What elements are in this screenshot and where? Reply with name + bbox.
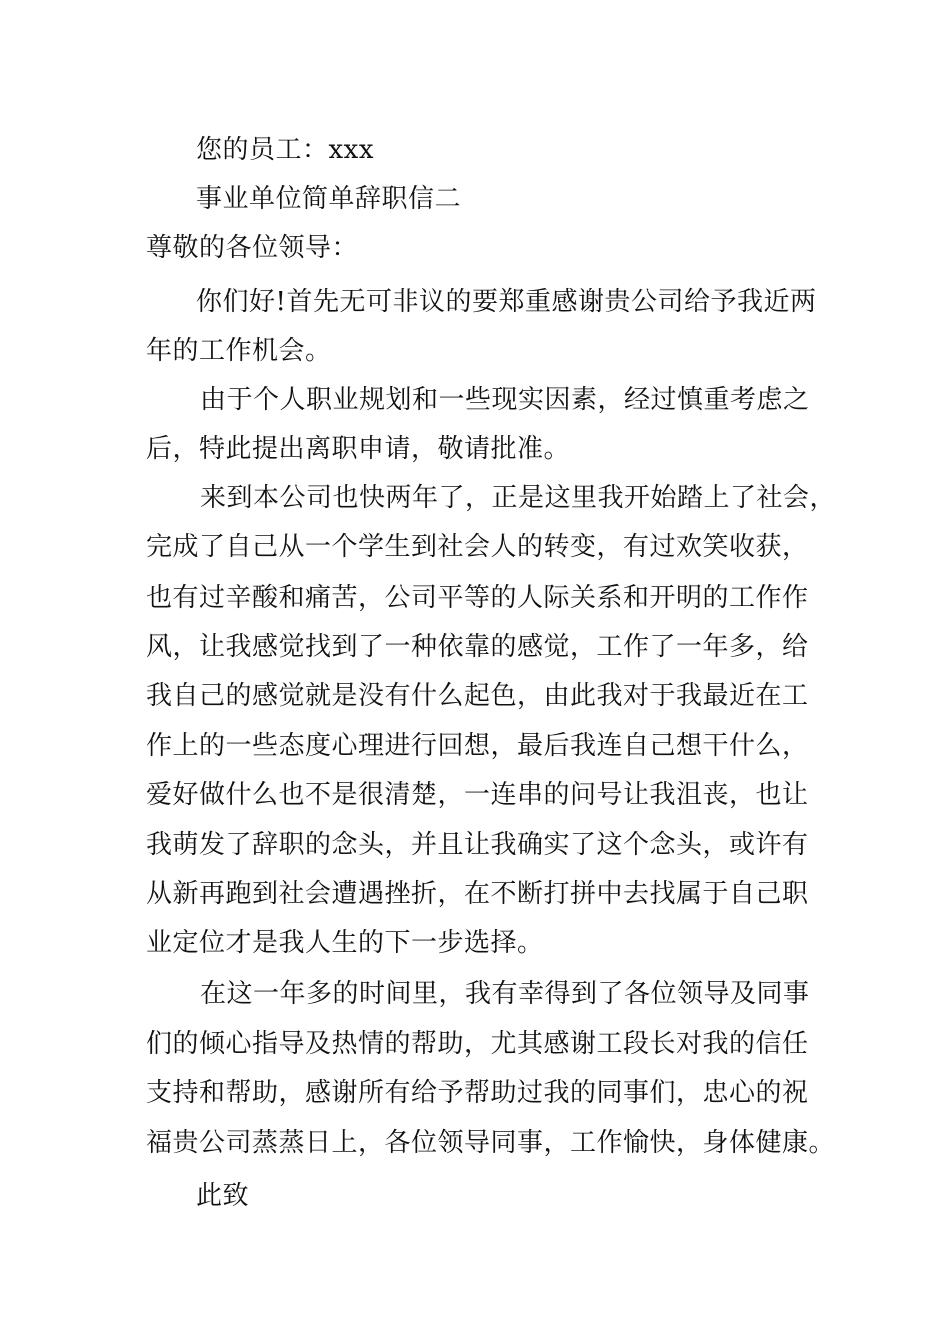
paragraph-4-line-3: 支持和帮助，感谢所有给予帮助过我的同事们，忠心的祝 [146,1078,809,1108]
letter-title: 事业单位简单辞职信二 [196,184,462,214]
paragraph-3-line-4: 风，让我感觉找到了一种依靠的感觉，工作了一年多，给 [146,632,809,662]
paragraph-3-line-8: 我萌发了辞职的念头，并且让我确实了这个念头，或许有 [146,830,809,860]
paragraph-3-line-5: 我自己的感觉就是没有什么起色，由此我对于我最近在工 [146,681,809,711]
paragraph-1-line-1: 你们好!首先无可非议的要郑重感谢贵公司给予我近两 [196,287,817,317]
paragraph-1-line-2: 年的工作机会。 [146,336,332,366]
paragraph-2-line-2: 后，特此提出离职申请，敬请批准。 [146,434,571,464]
paragraph-3-line-3: 也有过辛酸和痛苦，公司平等的人际关系和开明的工作作 [146,583,809,613]
paragraph-4-line-4: 福贵公司蒸蒸日上，各位领导同事，工作愉快，身体健康。 [146,1128,836,1158]
paragraph-3-line-7: 爱好做什么也不是很清楚，一连串的问号让我沮丧，也让 [146,780,809,810]
closing-phrase: 此致 [196,1181,250,1211]
paragraph-3-line-9: 从新再跑到社会遭遇挫折，在不断打拼中去找属于自己职 [146,879,809,909]
signature-line: 您的员工：xxx [196,135,374,165]
paragraph-2-line-1: 由于个人职业规划和一些现实因素，经过慎重考虑之 [200,385,810,415]
paragraph-3-line-10: 业定位才是我人生的下一步选择。 [146,928,544,958]
salutation: 尊敬的各位领导： [146,233,359,263]
paragraph-4-line-2: 们的倾心指导及热情的帮助，尤其感谢工段长对我的信任 [146,1029,809,1059]
paragraph-3-line-6: 作上的一些态度心理进行回想，最后我连自己想干什么， [146,731,809,761]
paragraph-3-line-1: 来到本公司也快两年了，正是这里我开始踏上了社会， [200,483,837,513]
paragraph-3-line-2: 完成了自己从一个学生到社会人的转变，有过欢笑收获， [146,532,809,562]
paragraph-4-line-1: 在这一年多的时间里，我有幸得到了各位领导及同事 [200,979,810,1009]
